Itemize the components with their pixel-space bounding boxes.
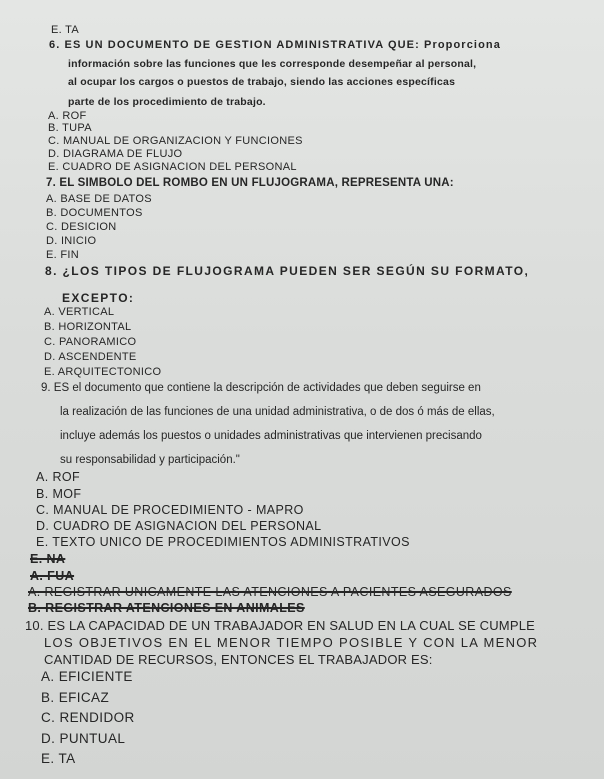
option-c: C. RENDIDOR xyxy=(41,710,135,725)
option-e: E. TEXTO UNICO DE PROCEDIMIENTOS ADMINISTRATIVOS xyxy=(36,535,410,549)
question-9-text: su responsabilidad y participación." xyxy=(60,454,240,466)
option-d: D. DIAGRAMA DE FLUJO xyxy=(48,148,183,160)
question-9-text: incluye además los puestos o unidades administrativas que intervienen precisando xyxy=(60,430,482,442)
question-7-text: 7. EL SIMBOLO DEL ROMBO EN UN FLUJOGRAMA, REPRESENTA UNA: xyxy=(46,177,454,189)
option-e: E. CUADRO DE ASIGNACION DEL PERSONAL xyxy=(48,161,297,173)
option-e: E. FIN xyxy=(46,249,79,261)
option-e-prev: E. TA xyxy=(51,24,79,36)
option-d: D. PUNTUAL xyxy=(41,731,126,746)
struck-option: B. REGISTRAR ATENCIONES EN ANIMALES xyxy=(28,601,305,615)
option-b: B. EFICAZ xyxy=(41,690,110,705)
question-6-text: al ocupar los cargos o puestos de trabajo, siendo las acciones específicas xyxy=(68,76,456,88)
option-c: C. PANORAMICO xyxy=(44,336,137,348)
option-e: E. ARQUITECTONICO xyxy=(44,366,162,378)
question-6-text: información sobre las funciones que les corresponde desempeñar al personal, xyxy=(68,58,477,70)
option-c: C. MANUAL DE PROCEDIMIENTO - MAPRO xyxy=(36,503,304,517)
question-9-text: la realización de las funciones de una unidad administrativa, o de dos ó más de ellas, xyxy=(60,406,495,418)
option-c: C. DESICION xyxy=(46,221,117,233)
option-d: D. CUADRO DE ASIGNACION DEL PERSONAL xyxy=(36,519,322,533)
question-10-text: 10. ES LA CAPACIDAD DE UN TRABAJADOR EN SALUD EN LA CUAL SE CUMPLE xyxy=(25,618,535,633)
option-a: A. ROF xyxy=(48,110,87,122)
option-b: B. DOCUMENTOS xyxy=(46,207,143,219)
option-b: B. MOF xyxy=(36,487,82,501)
question-8-text: EXCEPTO: xyxy=(62,291,135,305)
struck-option: E. NA xyxy=(30,552,66,566)
struck-option: A. REGISTRAR UNICAMENTE LAS ATENCIONES A PACIENTES ASEGURADOS xyxy=(28,585,512,599)
struck-option: A. FUA xyxy=(30,569,75,583)
question-6-text: parte de los procedimiento de trabajo. xyxy=(68,96,266,108)
question-10-text: LOS OBJETIVOS EN EL MENOR TIEMPO POSIBLE Y CON LA MENOR xyxy=(44,635,539,650)
question-9-text: 9. ES el documento que contiene la descripción de actividades que deben seguirse en xyxy=(41,382,481,394)
option-a: A. EFICIENTE xyxy=(41,669,133,684)
option-e: E. TA xyxy=(41,751,76,766)
option-d: D. ASCENDENTE xyxy=(44,351,137,363)
option-b: B. HORIZONTAL xyxy=(44,321,132,333)
option-d: D. INICIO xyxy=(46,235,97,247)
option-c: C. MANUAL DE ORGANIZACION Y FUNCIONES xyxy=(48,135,303,147)
option-a: A. ROF xyxy=(36,470,81,484)
option-a: A. VERTICAL xyxy=(44,306,115,318)
question-6-text: 6. ES UN DOCUMENTO DE GESTION ADMINISTRATIVA QUE: Proporciona xyxy=(49,39,501,51)
option-b: B. TUPA xyxy=(48,122,92,134)
question-8-text: 8. ¿LOS TIPOS DE FLUJOGRAMA PUEDEN SER SEGÚN SU FORMATO, xyxy=(45,264,530,278)
option-a: A. BASE DE DATOS xyxy=(46,193,152,205)
question-10-text: CANTIDAD DE RECURSOS, ENTONCES EL TRABAJADOR ES: xyxy=(44,652,433,667)
